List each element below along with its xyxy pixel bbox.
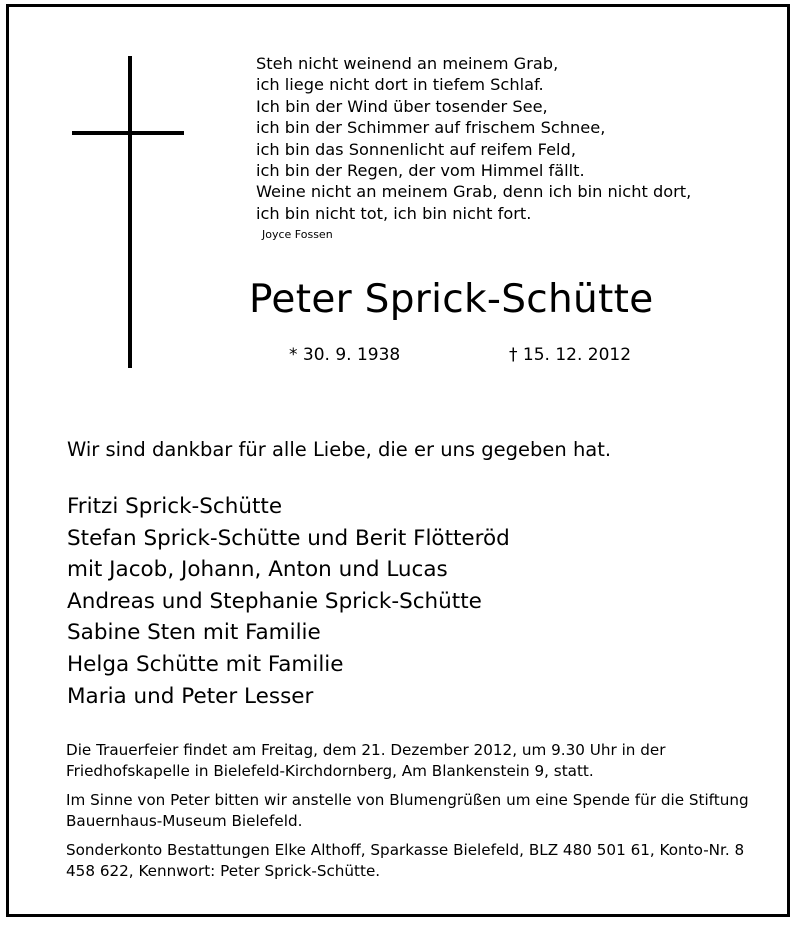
obituary-card	[6, 4, 790, 917]
poem-line: Steh nicht weinend an meinem Grab,	[256, 54, 559, 73]
poem-line: Weine nicht an meinem Grab, denn ich bin nicht dort,	[256, 182, 692, 202]
poem	[256, 53, 691, 224]
death-date: † 15. 12. 2012	[509, 345, 632, 365]
poem-line: ich bin der Schimmer auf frischem Schnee,	[256, 118, 606, 138]
poem-line: Ich bin der Wind über tosender See,	[256, 96, 548, 116]
mourner: Fritzi Sprick-Schütte	[67, 494, 283, 519]
funeral-notice: Die Trauerfeier findet am Freitag, dem 21. Dezember 2012, um 9.30 Uhr in der Friedhofskapelle in Bielefeld-Kirchdornberg, Am Blankenstein 9, statt.	[66, 741, 666, 781]
poem-line: ich bin der Regen, der vom Himmel fällt.	[256, 161, 585, 181]
poem-line: ich liege nicht dort in tiefem Schlaf.	[256, 75, 544, 95]
poem-line: ich bin das Sonnenlicht auf reifem Feld,	[256, 139, 576, 159]
donation-notice: Im Sinne von Peter bitten wir anstelle von Blumengrüßen um eine Spende für die Stiftung Bauernhaus-Museum Bielefeld.	[66, 790, 749, 831]
mourner: Maria und Peter Lesser	[67, 683, 314, 709]
bank-account-notice: Sonderkonto Bestattungen Elke Althoff, Sparkasse Bielefeld, BLZ 480 501 61, Konto-Nr. 8 458 622, Kennwort: Peter Sprick-Schütte.	[66, 840, 745, 881]
mourner: Sabine Sten mit Familie	[67, 620, 321, 646]
cross-icon-bar	[72, 131, 184, 135]
mourner: Andreas und Stephanie Sprick-Schütte	[67, 588, 482, 614]
cross-icon	[128, 56, 132, 368]
notices	[66, 740, 751, 889]
thanks-line: Wir sind dankbar für alle Liebe, die er uns gegeben hat.	[67, 438, 612, 461]
mourner: Stefan Sprick-Schütte und Berit Flötteröd	[67, 525, 510, 551]
poem-line: ich bin nicht tot, ich bin nicht fort.	[256, 203, 532, 223]
poem-author: Joyce Fossen	[262, 228, 333, 241]
mourner: mit Jacob, Johann, Anton und Lucas	[67, 557, 448, 583]
mourner: Helga Schütte mit Familie	[67, 651, 344, 677]
deceased-name: Peter Sprick-Schütte	[249, 277, 654, 322]
birth-date: * 30. 9. 1938	[289, 345, 401, 365]
mourners-list	[67, 491, 510, 712]
